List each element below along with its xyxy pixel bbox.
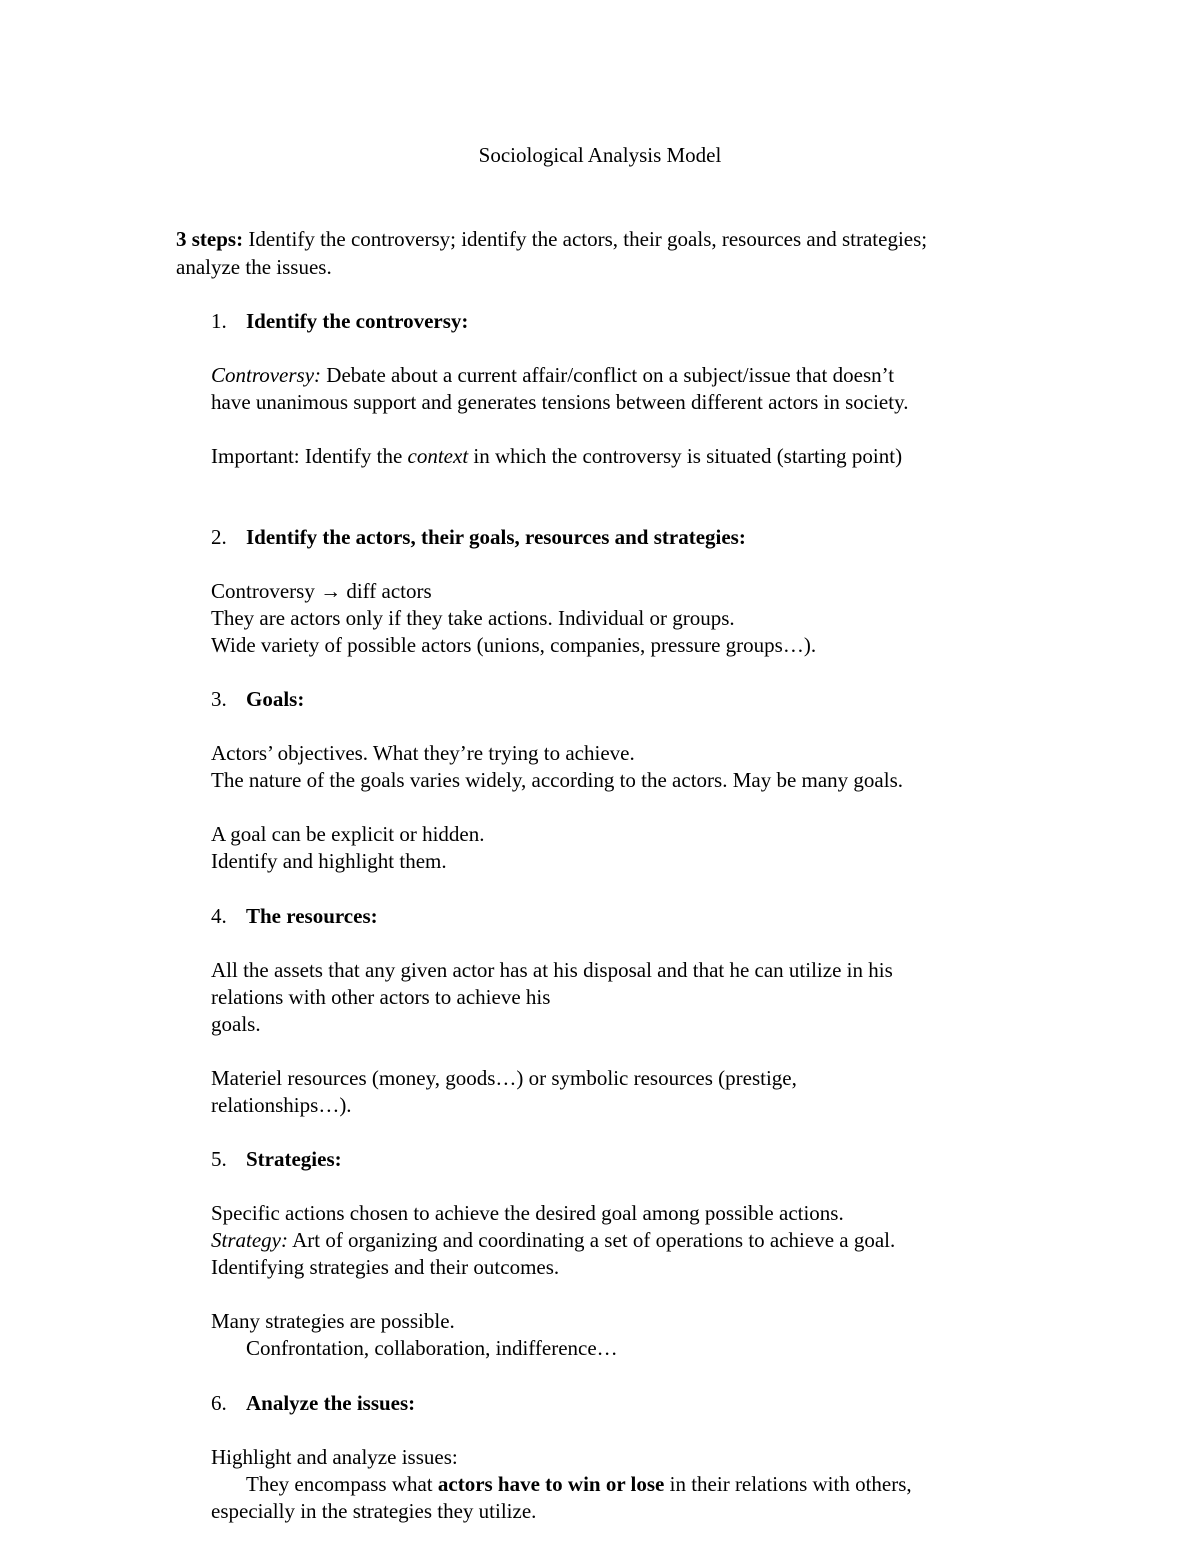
section-6-line-3: especially in the strategies they utilize. [211, 1499, 537, 1523]
page-title: Sociological Analysis Model [478, 143, 722, 167]
section-3-line-4: Identify and highlight them. [211, 849, 447, 873]
section-5-line-1: Specific actions chosen to achieve the desired goal among possible actions. [211, 1201, 844, 1225]
section-6-line-1: Highlight and analyze issues: [211, 1445, 458, 1469]
section-1-heading: Identify the controversy: [246, 309, 469, 333]
section-2-number: 2. [211, 525, 227, 549]
section-6-line-2 [246, 1471, 912, 1498]
section-1-definition-line-1 [211, 362, 894, 389]
section-4-line-3: goals. [211, 1012, 261, 1036]
issues-bold: actors have to win or lose [437, 1472, 665, 1496]
intro-line-2: analyze the issues. [176, 255, 332, 279]
section-3-heading: Goals: [246, 687, 305, 711]
important-post: in which the controversy is situated (starting point) [468, 444, 903, 468]
controversy-word: Controversy [211, 579, 321, 603]
arrow-icon: → [320, 579, 342, 603]
section-4-line-4: Materiel resources (money, goods…) or symbolic resources (prestige, [211, 1066, 797, 1090]
important-context: context [407, 444, 469, 468]
strategy-definition: Art of organizing and coordinating a set of operations to achieve a goal. [287, 1228, 896, 1252]
section-5-number: 5. [211, 1147, 227, 1171]
section-4-heading: The resources: [246, 904, 378, 928]
controversy-definition-1: Debate about a current affair/conflict on a subject/issue that doesn’t [321, 363, 895, 387]
section-2-line-2: They are actors only if they take actions. Individual or groups. [211, 606, 735, 630]
section-1-important [211, 443, 902, 470]
section-5-heading: Strategies: [246, 1147, 342, 1171]
issues-post: in their relations with others, [664, 1472, 912, 1496]
section-3-line-3: A goal can be explicit or hidden. [211, 822, 485, 846]
section-4-line-1: All the assets that any given actor has at his disposal and that he can utilize in his [211, 958, 893, 982]
section-3-line-2: The nature of the goals varies widely, according to the actors. May be many goals. [211, 768, 903, 792]
strategy-term: Strategy: [211, 1228, 288, 1252]
section-4-line-2: relations with other actors to achieve his [211, 985, 551, 1009]
section-2-line-3: Wide variety of possible actors (unions, companies, pressure groups…). [211, 633, 817, 657]
section-5-line-3: Identifying strategies and their outcomes. [211, 1255, 560, 1279]
section-5-line-4: Many strategies are possible. [211, 1309, 455, 1333]
issues-pre: They encompass what [246, 1472, 438, 1496]
section-4-line-5: relationships…). [211, 1093, 352, 1117]
section-3-number: 3. [211, 687, 227, 711]
section-4-number: 4. [211, 904, 227, 928]
section-6-number: 6. [211, 1391, 227, 1415]
section-6-heading: Analyze the issues: [246, 1391, 416, 1415]
intro-text-1: Identify the controversy; identify the actors, their goals, resources and strategies; [243, 227, 928, 251]
intro-line-1 [176, 226, 927, 253]
section-2-line-1 [211, 578, 432, 605]
diff-actors: diff actors [341, 579, 432, 603]
intro-label: 3 steps: [176, 227, 244, 251]
controversy-term: Controversy: [211, 363, 322, 387]
section-5-definition [211, 1227, 895, 1254]
section-5-line-5: Confrontation, collaboration, indifference… [246, 1336, 618, 1360]
section-1-number: 1. [211, 309, 227, 333]
section-3-line-1: Actors’ objectives. What they’re trying to achieve. [211, 741, 635, 765]
section-2-heading: Identify the actors, their goals, resources and strategies: [246, 525, 746, 549]
section-1-definition-line-2: have unanimous support and generates tensions between different actors in society. [211, 390, 909, 414]
important-pre: Important: Identify the [211, 444, 408, 468]
